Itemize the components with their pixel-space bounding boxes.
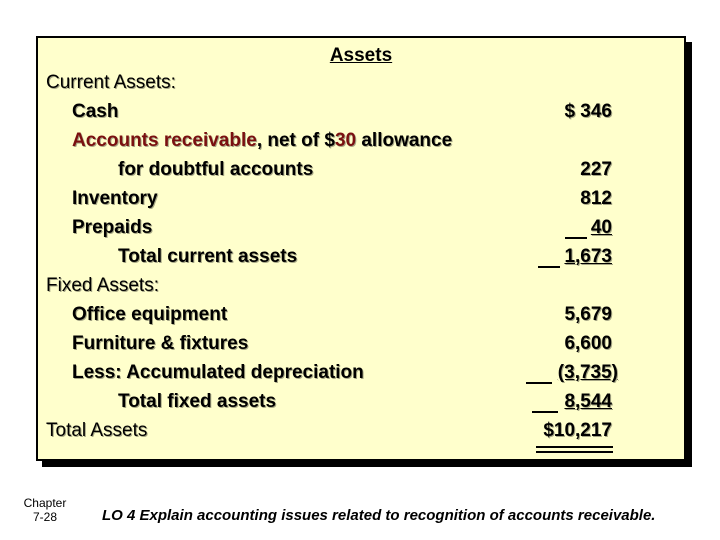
office-equipment-label: Office equipment (72, 304, 228, 325)
chapter-label: Chapter (23, 496, 67, 510)
total-double-underline (536, 446, 613, 453)
total-fixed-underline-leader (532, 391, 558, 413)
fixed-assets-header: Fixed Assets: (46, 275, 159, 296)
allowance-amount: 30 (334, 130, 357, 151)
inventory-label: Inventory (72, 188, 158, 209)
inventory-value: 812 (580, 188, 612, 209)
page-title: Assets (329, 45, 393, 66)
prepaids-value: 40 (590, 217, 612, 238)
cash-value: $ 346 (564, 101, 612, 122)
accounts-receivable-value: 227 (580, 159, 612, 180)
balance-sheet-panel (36, 36, 686, 461)
prepaids-label: Prepaids (72, 217, 153, 238)
depreciation-value-row (526, 362, 618, 384)
total-current-underline-leader (538, 246, 560, 268)
depreciation-value: (3,735) (557, 362, 618, 383)
total-fixed-assets-value: 8,544 (564, 391, 612, 412)
furniture-label: Furniture & fixtures (72, 333, 249, 354)
current-assets-header: Current Assets: (46, 72, 176, 93)
total-assets-label: Total Assets (46, 420, 148, 441)
office-equipment-value: 5,679 (564, 304, 612, 325)
prepaids-value-row (565, 217, 612, 239)
depreciation-underline-leader (526, 362, 552, 384)
prepaids-underline-leader (565, 217, 587, 239)
total-current-assets-value-row (538, 246, 612, 268)
learning-objective: LO 4 Explain accounting issues related to recognition of accounts receivable. (102, 507, 656, 524)
total-current-assets-value: 1,673 (564, 246, 612, 267)
depreciation-label: Less: Accumulated depreciation (72, 362, 364, 383)
total-assets-value: $10,217 (543, 420, 612, 441)
accounts-receivable-label (72, 130, 452, 152)
total-fixed-assets-value-row (532, 391, 612, 413)
accounts-receivable-net-of: , net of $ (256, 130, 335, 151)
total-fixed-assets-label: Total fixed assets (118, 391, 277, 412)
allowance-word: allowance (356, 130, 453, 151)
total-current-assets-label: Total current assets (118, 246, 298, 267)
furniture-value: 6,600 (564, 333, 612, 354)
cash-label: Cash (72, 101, 119, 122)
chapter-reference (18, 496, 72, 524)
chapter-page: 7-28 (32, 510, 58, 524)
accounts-receivable-label-line2: for doubtful accounts (118, 159, 314, 180)
accounts-receivable-term: Accounts receivable (72, 130, 257, 151)
